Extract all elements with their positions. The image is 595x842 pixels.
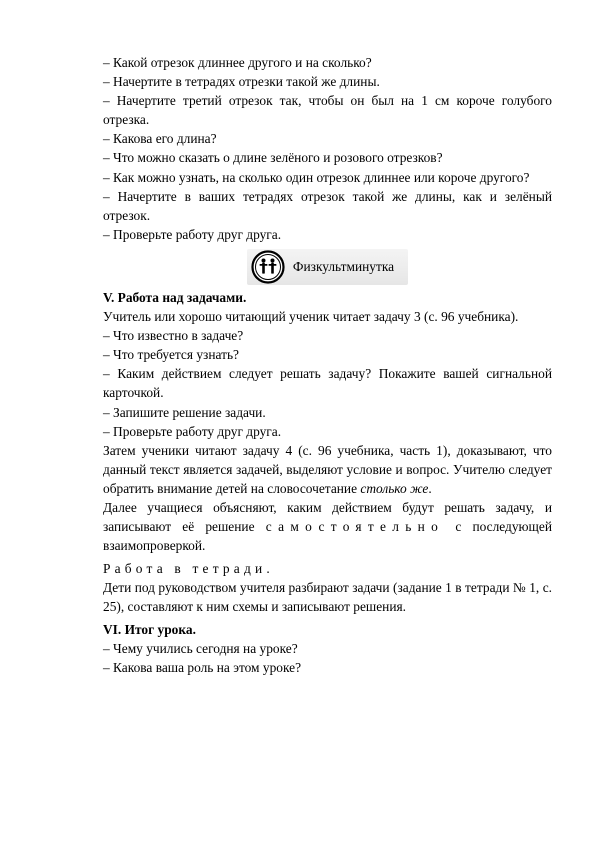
- paragraph-task-4-text: Затем ученики читают задачу 4 (с. 96 учебника, часть 1), доказывают, что данный текст является задачей, выделяют условие и вопрос. Учителю следует обратить внимание детей на словосочетание: [103, 442, 552, 496]
- physical-break-banner: [103, 246, 552, 288]
- emphasis-stolko-zhe: столько же: [360, 480, 429, 496]
- paragraph-workbook: Дети под руководством учителя разбирают задачи (задание 1 в тетради № 1, с. 25), составляют к ним схемы и записывают решения.: [103, 580, 552, 615]
- instruction-write-solution: – Запишите решение задачи.: [103, 404, 266, 420]
- question-your-role: – Какова ваша роль на этом уроке?: [103, 659, 302, 675]
- line-green-pink: – Что можно сказать о длине зелёного и розового отрезков?: [103, 150, 443, 166]
- line-draw-segments: – Начертите в тетрадях отрезки такой же длины.: [103, 74, 380, 90]
- question-known: – Что известно в задаче?: [103, 328, 244, 344]
- line-question-longer: – Какой отрезок длиннее другого и на сколько?: [103, 55, 372, 70]
- paragraph-explain-text: Далее учащиеся объясняют, каким действием будут решать задачу, и записывают её решение: [103, 499, 552, 535]
- line-question-length: – Какова его длина?: [103, 131, 217, 147]
- section-5-intro: Учитель или хорошо читающий ученик читает задачу 3 (с. 96 учебника).: [103, 309, 519, 325]
- line-check-work: – Проверьте работу друг друга.: [103, 226, 282, 242]
- physical-break-box: [247, 249, 408, 285]
- question-action: – Каким действием следует решать задачу? Покажите вашей сигнальной карточкой.: [103, 366, 552, 401]
- question-what-learned: – Чему учились сегодня на уроке?: [103, 640, 298, 656]
- two-figures-icon: [251, 250, 285, 284]
- section-6-heading: VI. Итог урока.: [103, 621, 196, 637]
- paragraph-explain: [103, 498, 552, 555]
- question-required: – Что требуется узнать?: [103, 347, 239, 363]
- line-draw-third-segment: – Начертите третий отрезок так, чтобы он был на 1 см короче голубого отрезка.: [103, 93, 552, 128]
- paragraph-task-4-end: .: [428, 480, 432, 496]
- line-draw-green: – Начертите в ваших тетрадях отрезок такой же длины, как и зелёный отрезок.: [103, 188, 552, 223]
- line-how-compare: – Как можно узнать, на сколько один отрезок длиннее или короче другого?: [103, 169, 530, 185]
- instruction-check-work: – Проверьте работу друг друга.: [103, 423, 282, 439]
- workbook-heading: Работа в тетради.: [103, 561, 274, 577]
- text-column: [103, 53, 552, 677]
- physical-break-label: Физкультминутка: [292, 259, 395, 275]
- section-5-heading: V. Работа над задачами.: [103, 289, 247, 305]
- spaced-word-independently: самостоятельно: [265, 519, 445, 535]
- paragraph-explain-end: с последующей взаимопроверкой.: [103, 519, 552, 554]
- paragraph-task-4: [103, 441, 552, 498]
